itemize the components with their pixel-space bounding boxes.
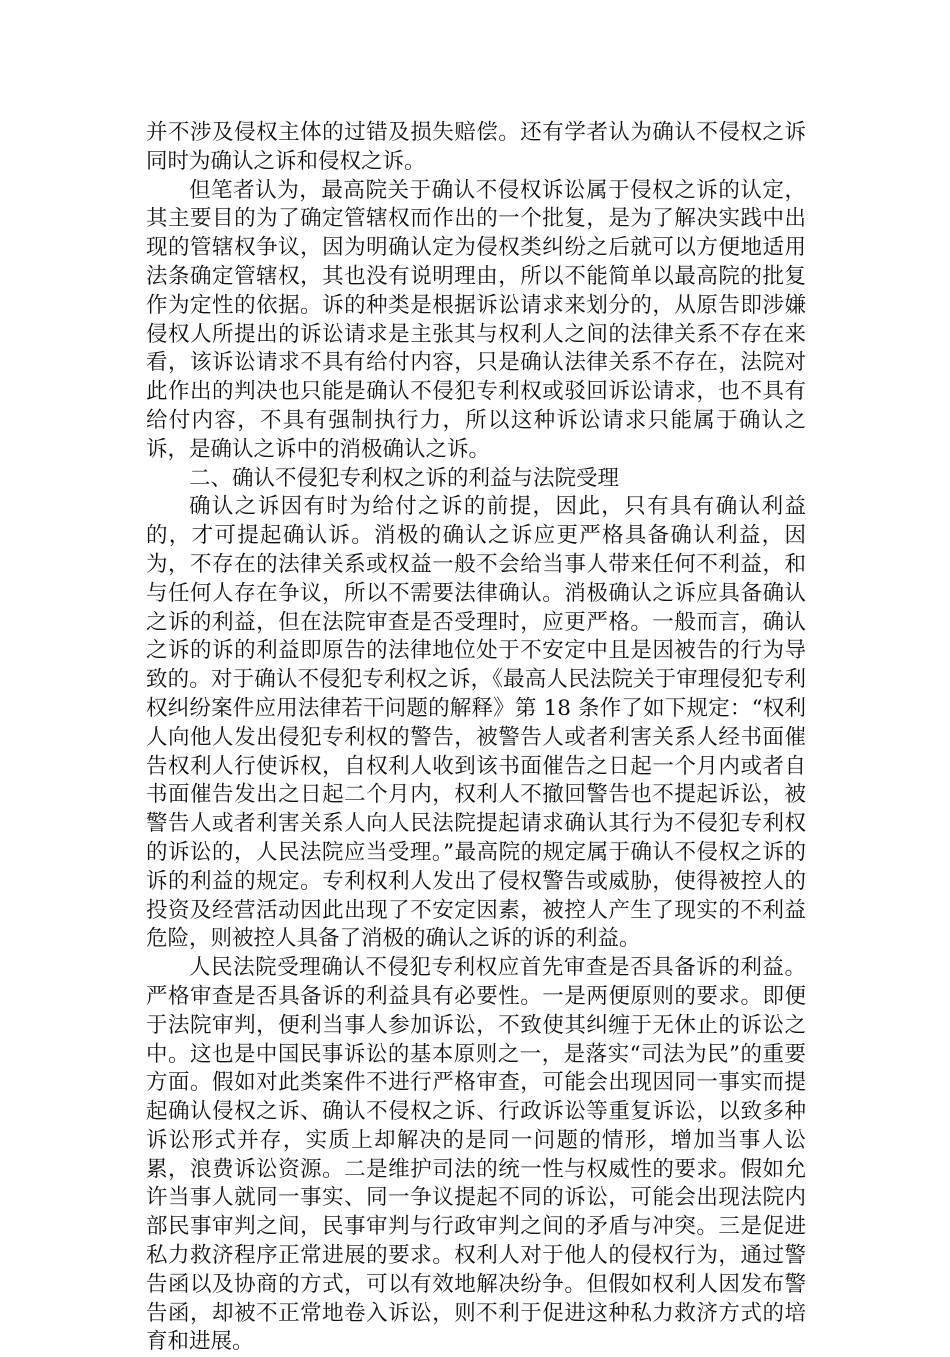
paragraph-interest-of-action: 确认之诉因有时为给付之诉的前提，因此，只有具有确认利益的，才可提起确认诉。消极的确认之诉应更严格具备确认利益，因为，不存在的法律关系或权益一般不会给当事人带来任何不利益，和与任何人存在争议，所以不需要法律确认。消极确认之诉应具备确认之诉的利益，但在法院审查是否受理时，应更严格。一般而言，确认之诉的诉的利益即原告的法律地位处于不安定中且是因被告的行为导致的。对于确认不侵犯专利权之诉，《最高人民法院关于审理侵犯专利权纠纷案件应用法律若干问题的解释》第 18 条作了如下规定：“权利人向他人发出侵犯专利权的警告，被警告人或者利害关系人经书面催告权利人行使诉权，自权利人收到该书面催告之日起一个月内或者自书面催告发出之日起二个月内，权利人不撤回警告也不提起诉讼，被警告人或者利害关系人向人民法院提起请求确认其行为不侵犯专利权的诉讼的，人民法院应当受理。”最高院的规定属于确认不侵权之诉的诉的利益的规定。专利权利人发出了侵权警告或威胁，使得被控人的投资及经营活动因此出现了不安定因素，被控人产生了现实的不利益危险，则被控人具备了消极的确认之诉的诉的利益。 xyxy=(146,494,806,952)
paragraph-court-review: 人民法院受理确认不侵犯专利权应首先审查是否具备诉的利益。严格审查是否具备诉的利益具有必要性。一是两便原则的要求。即便于法院审判，便利当事人参加诉讼，不致使其纠缠于无休止的诉讼之中。这也是中国民事诉讼的基本原则之一，是落实“司法为民”的重要方面。假如对此类案件不进行严格审查，可能会出现因同一事实而提起确认侵权之诉、确认不侵权之诉、行政诉讼等重复诉讼，以致多种诉讼形式并存，实质上却解决的是同一问题的情形，增加当事人讼累，浪费诉讼资源。二是维护司法的统一性与权威性的要求。假如允许当事人就同一事实、同一争议提起不同的诉讼，可能会出现法院内部民事审判之间，民事审判与行政审判之间的矛盾与冲突。三是促进私力救济程序正常进展的要求。权利人对于他人的侵权行为，通过警告函以及协商的方式，可以有效地解决纷争。但假如权利人因发布警告函，却被不正常地卷入诉讼，则不利于促进这种私力救济方式的培育和进展。 xyxy=(146,955,806,1355)
paragraph-continuation: 并不涉及侵权主体的过错及损失赔偿。还有学者认为确认不侵权之诉同时为确认之诉和侵权之诉。 xyxy=(146,120,806,174)
paragraph-author-view: 但笔者认为，最高院关于确认不侵权诉讼属于侵权之诉的认定，其主要目的为了确定管辖权而作出的一个批复，是为了解决实践中出现的管辖权争议，因为明确认定为侵权类纠纷之后就可以方便地适用法条确定管辖权，其也没有说明理由，所以不能简单以最高院的批复作为定性的依据。诉的种类是根据诉讼请求来划分的，从原告即涉嫌侵权人所提出的诉讼请求是主张其与权利人之间的法律关系不存在来看，该诉讼请求不具有给付内容，只是确认法律关系不存在，法院对此作出的判决也只能是确认不侵犯专利权或驳回诉讼请求，也不具有给付内容，不具有强制执行力，所以这种诉讼请求只能属于确认之诉，是确认之诉中的消极确认之诉。 xyxy=(146,177,806,462)
section-heading: 二、确认不侵犯专利权之诉的利益与法院受理 xyxy=(189,465,620,491)
document-page xyxy=(146,119,806,1357)
